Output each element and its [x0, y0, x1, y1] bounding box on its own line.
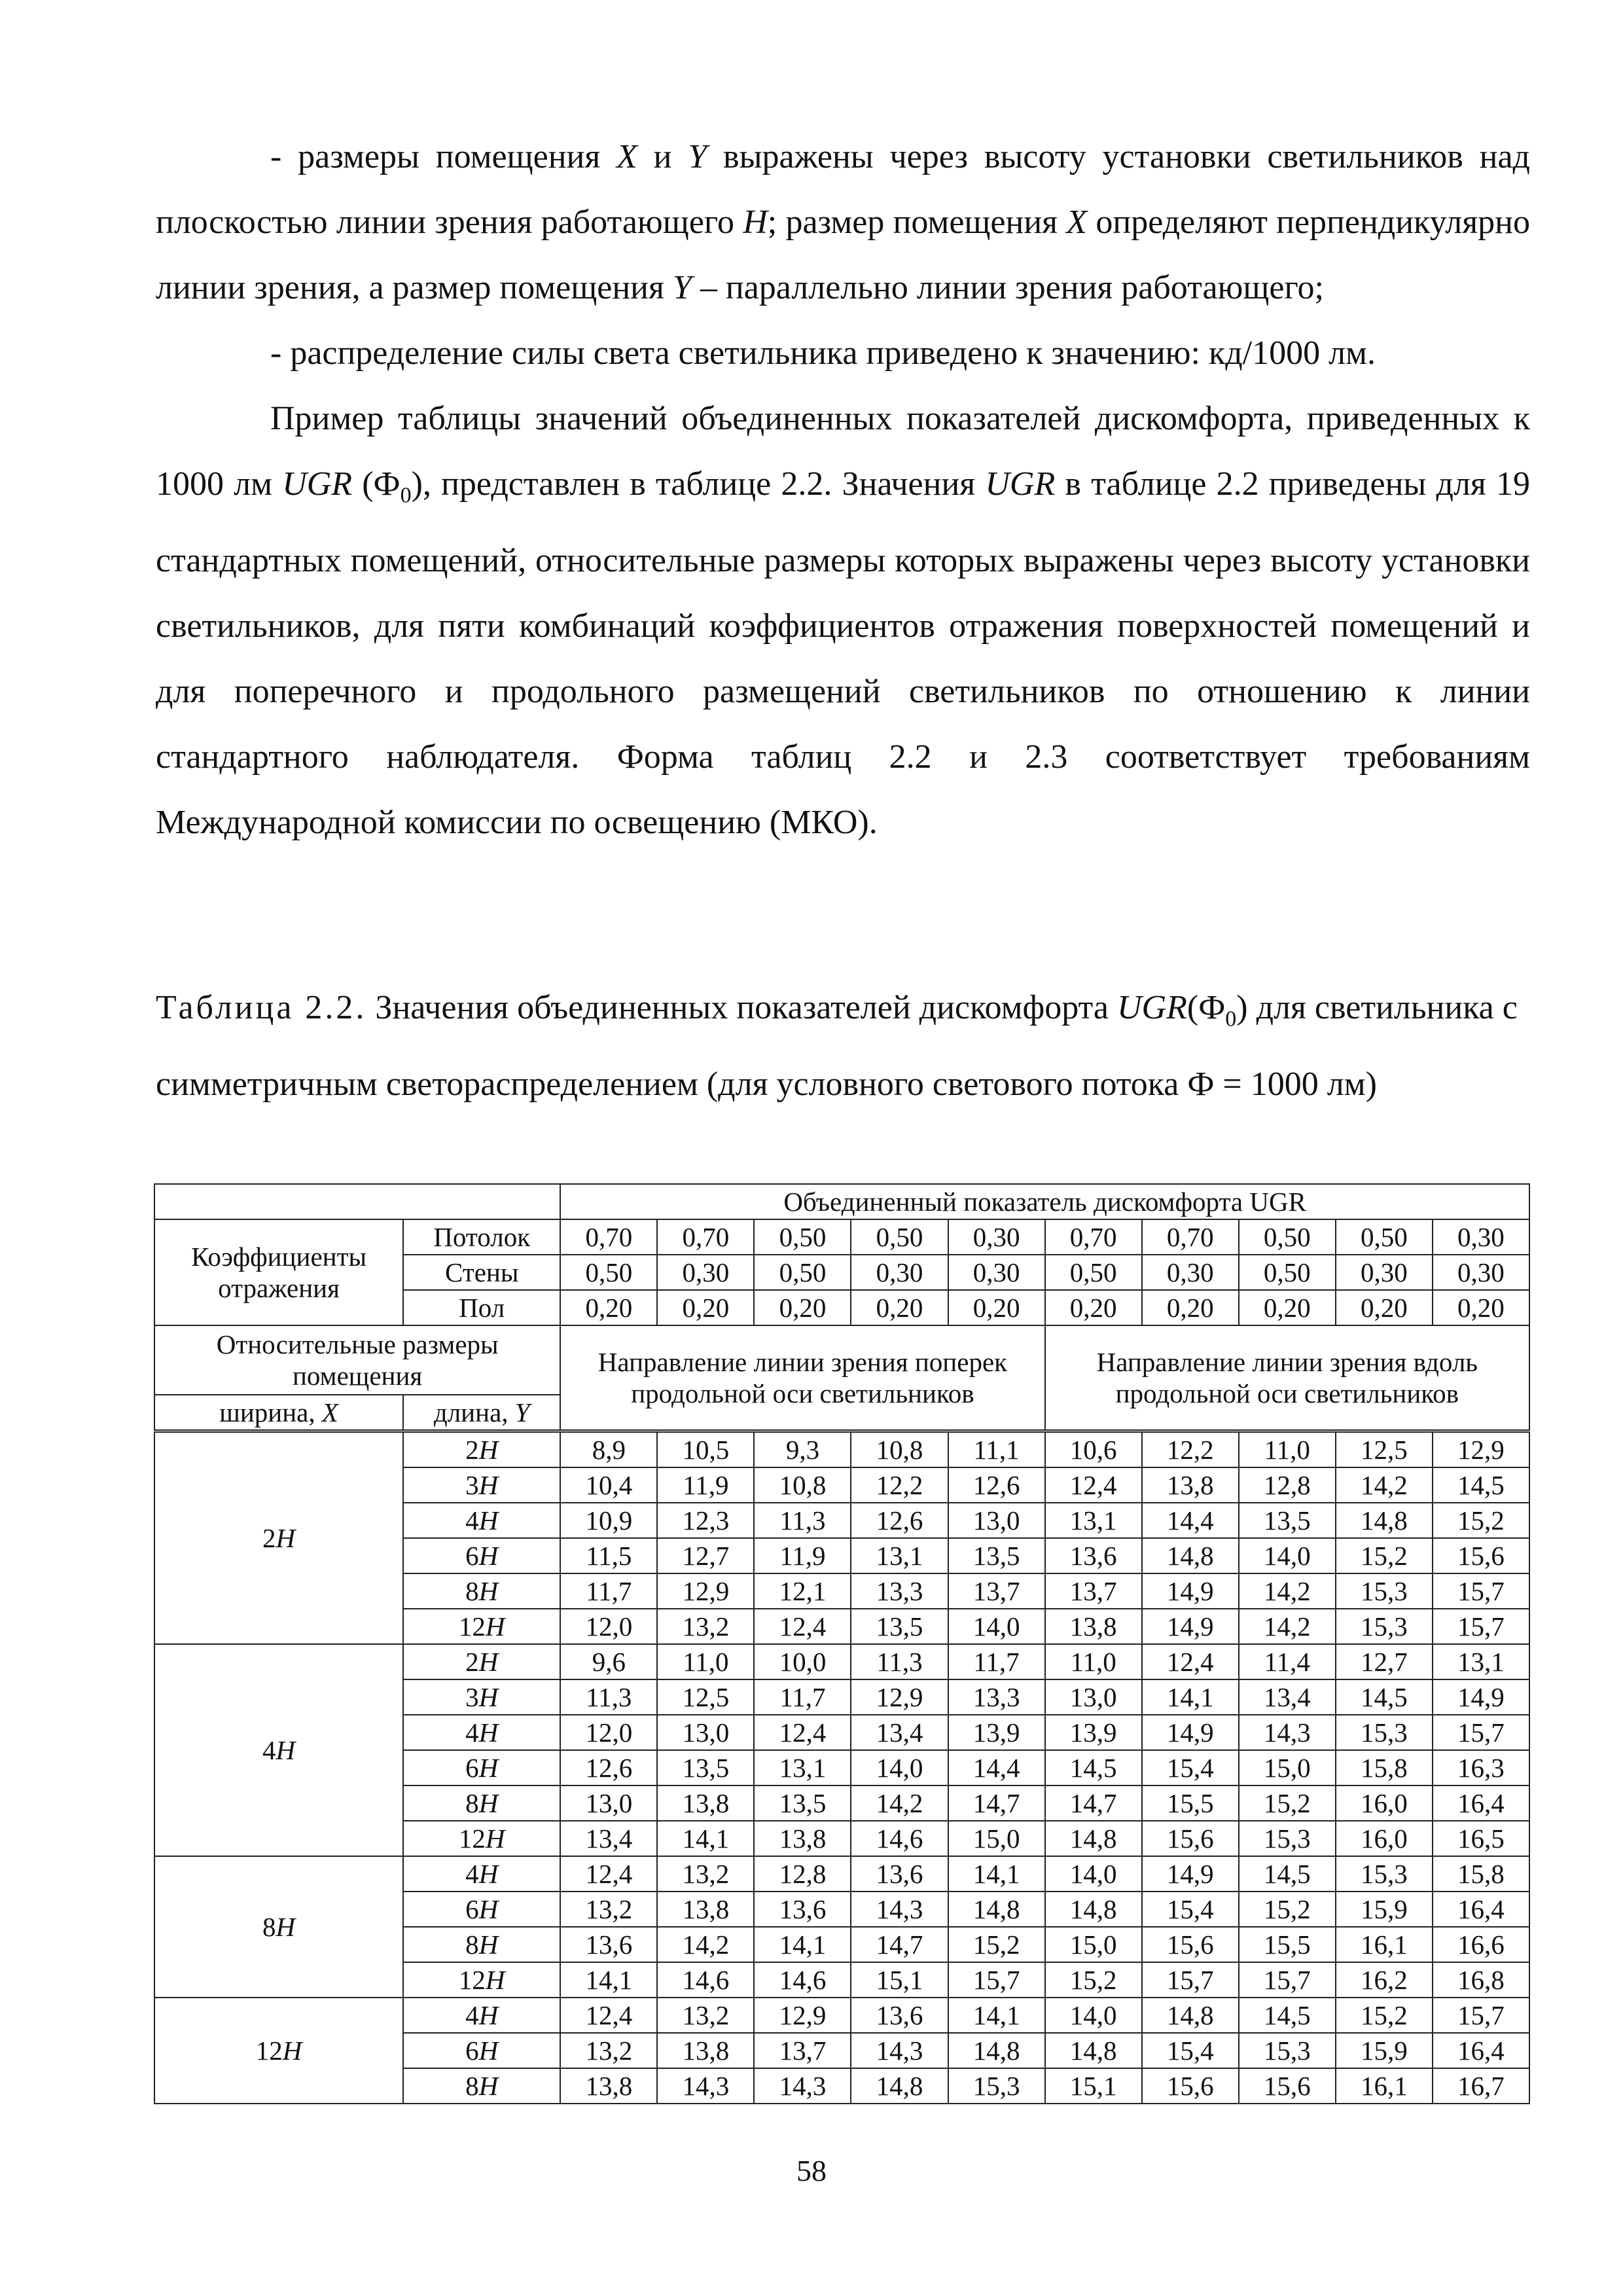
ugr-value-cell: 12,2: [851, 1467, 948, 1503]
ugr-value-cell: 11,0: [1239, 1431, 1336, 1468]
ugr-value-cell: 13,7: [754, 2033, 851, 2068]
floor-value: 0,20: [657, 1290, 754, 1325]
ugr-value-cell: 12,0: [560, 1609, 657, 1644]
ugr-value-cell: 13,6: [754, 1892, 851, 1927]
floor-value: 0,20: [560, 1290, 657, 1325]
room-length-cell: 4H: [403, 1503, 560, 1538]
ugr-table: [154, 1183, 1530, 2104]
room-length-cell: 12H: [403, 1609, 560, 1644]
room-width-cell: 12H: [154, 1998, 403, 2104]
ugr-value-cell: 14,2: [1336, 1467, 1433, 1503]
ugr-value-cell: 15,7: [948, 1962, 1045, 1998]
ugr-value-cell: 11,3: [754, 1503, 851, 1538]
ugr-value-cell: 12,9: [851, 1679, 948, 1715]
ugr-value-cell: 15,1: [851, 1962, 948, 1998]
walls-value: 0,30: [657, 1255, 754, 1290]
ugr-value-cell: 14,8: [1336, 1503, 1433, 1538]
room-length-cell: 4H: [403, 1998, 560, 2033]
ugr-value-cell: 16,1: [1336, 2068, 1433, 2104]
ugr-value-cell: 12,4: [1045, 1467, 1142, 1503]
ugr-value-cell: 14,8: [1045, 2033, 1142, 2068]
ugr-value-cell: 12,0: [560, 1715, 657, 1750]
ugr-value-cell: 11,9: [657, 1467, 754, 1503]
ugr-value-cell: 14,2: [1239, 1573, 1336, 1609]
ugr-value-cell: 16,4: [1433, 1785, 1529, 1821]
ugr-value-cell: 13,8: [657, 2033, 754, 2068]
room-length-cell: 12H: [403, 1962, 560, 1998]
ugr-value-cell: 16,4: [1433, 1892, 1529, 1927]
ugr-value-cell: 13,1: [1045, 1503, 1142, 1538]
ugr-value-cell: 16,8: [1433, 1962, 1529, 1998]
ugr-value-cell: 9,3: [754, 1431, 851, 1468]
ugr-value-cell: 14,3: [1239, 1715, 1336, 1750]
ceiling-label: Потолок: [403, 1219, 560, 1255]
ugr-value-cell: 11,7: [754, 1679, 851, 1715]
ceiling-value: 0,70: [1045, 1219, 1142, 1255]
ugr-value-cell: 16,2: [1336, 1962, 1433, 1998]
room-length-cell: 6H: [403, 1538, 560, 1573]
room-length-cell: 12H: [403, 1821, 560, 1856]
ugr-value-cell: 13,8: [657, 1785, 754, 1821]
ugr-value-cell: 15,3: [1336, 1856, 1433, 1892]
length-label: длина, Y: [403, 1395, 560, 1431]
floor-value: 0,20: [1433, 1290, 1529, 1325]
ugr-value-cell: 10,4: [560, 1467, 657, 1503]
ugr-value-cell: 15,3: [1336, 1609, 1433, 1644]
ugr-value-cell: 15,2: [1336, 1998, 1433, 2033]
ceiling-value: 0,50: [754, 1219, 851, 1255]
room-length-cell: 3H: [403, 1679, 560, 1715]
table-caption: Таблица 2.2. Значения объединенных показателей дискомфорта $UGR(Ф_0)$ для светильника с симметричным светораспределением (для условного светового потока Ф = 1000 лм): [156, 989, 1518, 1103]
ugr-value-cell: 14,8: [948, 1892, 1045, 1927]
ugr-value-cell: 13,4: [851, 1715, 948, 1750]
ugr-value-cell: 12,5: [657, 1679, 754, 1715]
ugr-value-cell: 13,1: [754, 1750, 851, 1785]
ugr-value-cell: 11,5: [560, 1538, 657, 1573]
ugr-value-cell: 14,5: [1336, 1679, 1433, 1715]
ugr-value-cell: 13,6: [560, 1927, 657, 1962]
floor-value: 0,20: [1239, 1290, 1336, 1325]
room-length-cell: 6H: [403, 2033, 560, 2068]
ceiling-value: 0,30: [1433, 1219, 1529, 1255]
ugr-value-cell: 13,2: [560, 1892, 657, 1927]
ugr-value-cell: 14,3: [851, 2033, 948, 2068]
walls-label: Стены: [403, 1255, 560, 1290]
table-row: [154, 1998, 1529, 2033]
ugr-value-cell: 13,7: [948, 1573, 1045, 1609]
walls-value: 0,30: [948, 1255, 1045, 1290]
ugr-value-cell: 14,3: [851, 1892, 948, 1927]
room-width-cell: 4H: [154, 1644, 403, 1856]
ugr-value-cell: 12,4: [754, 1609, 851, 1644]
ugr-value-cell: 14,0: [1045, 1856, 1142, 1892]
ugr-value-cell: 15,8: [1336, 1750, 1433, 1785]
table-row: [154, 1644, 1529, 1679]
ugr-value-cell: 14,7: [1045, 1785, 1142, 1821]
ugr-value-cell: 13,2: [657, 1609, 754, 1644]
direction-along-header: Направление линии зрения вдоль продольной оси светильников: [1045, 1325, 1529, 1431]
ugr-value-cell: 14,9: [1142, 1715, 1239, 1750]
ugr-value-cell: 16,0: [1336, 1821, 1433, 1856]
ugr-value-cell: 14,8: [851, 2068, 948, 2104]
ugr-value-cell: 15,3: [1336, 1573, 1433, 1609]
ugr-value-cell: 12,2: [1142, 1431, 1239, 1468]
table-row: [154, 1431, 1529, 1468]
ugr-value-cell: 13,0: [560, 1785, 657, 1821]
ugr-value-cell: 13,5: [851, 1609, 948, 1644]
ugr-value-cell: 15,5: [1142, 1785, 1239, 1821]
body-text: [156, 124, 1530, 855]
ugr-value-cell: 10,0: [754, 1644, 851, 1679]
ugr-value-cell: 15,7: [1239, 1962, 1336, 1998]
ugr-value-cell: 15,7: [1433, 1573, 1529, 1609]
ugr-value-cell: 14,1: [657, 1821, 754, 1856]
ugr-value-cell: 14,5: [1239, 1856, 1336, 1892]
ugr-value-cell: 15,7: [1433, 1715, 1529, 1750]
ugr-value-cell: 12,6: [560, 1750, 657, 1785]
table-row: [154, 1856, 1529, 1892]
ugr-value-cell: 15,6: [1142, 2068, 1239, 2104]
ugr-value-cell: 12,1: [754, 1573, 851, 1609]
ugr-value-cell: 15,3: [1336, 1715, 1433, 1750]
ugr-value-cell: 16,7: [1433, 2068, 1529, 2104]
floor-label: Пол: [403, 1290, 560, 1325]
ugr-value-cell: 11,3: [851, 1644, 948, 1679]
ugr-value-cell: 13,8: [657, 1892, 754, 1927]
ugr-value-cell: 13,6: [1045, 1538, 1142, 1573]
room-length-cell: 8H: [403, 2068, 560, 2104]
ugr-value-cell: 13,2: [560, 2033, 657, 2068]
ugr-value-cell: 13,9: [1045, 1715, 1142, 1750]
ugr-value-cell: 11,9: [754, 1538, 851, 1573]
ugr-value-cell: 16,1: [1336, 1927, 1433, 1962]
ceiling-value: 0,50: [1239, 1219, 1336, 1255]
ugr-value-cell: 10,9: [560, 1503, 657, 1538]
ugr-value-cell: 13,8: [1142, 1467, 1239, 1503]
ugr-value-cell: 15,3: [1239, 1821, 1336, 1856]
ugr-value-cell: 14,1: [754, 1927, 851, 1962]
ugr-value-cell: 15,6: [1433, 1538, 1529, 1573]
ugr-value-cell: 10,6: [1045, 1431, 1142, 1468]
room-length-cell: 3H: [403, 1467, 560, 1503]
ugr-value-cell: 11,7: [560, 1573, 657, 1609]
ugr-value-cell: 13,2: [657, 1998, 754, 2033]
ugr-value-cell: 13,4: [1239, 1679, 1336, 1715]
walls-value: 0,50: [1239, 1255, 1336, 1290]
room-length-cell: 2H: [403, 1431, 560, 1468]
ugr-value-cell: 16,4: [1433, 2033, 1529, 2068]
ugr-value-cell: 12,9: [657, 1573, 754, 1609]
ugr-value-cell: 10,5: [657, 1431, 754, 1468]
ugr-value-cell: 16,0: [1336, 1785, 1433, 1821]
ugr-value-cell: 15,0: [1045, 1927, 1142, 1962]
ugr-value-cell: 13,3: [851, 1573, 948, 1609]
walls-value: 0,50: [754, 1255, 851, 1290]
ugr-value-cell: 15,2: [1336, 1538, 1433, 1573]
ugr-value-cell: 12,4: [560, 1998, 657, 2033]
ugr-value-cell: 15,0: [1239, 1750, 1336, 1785]
walls-value: 0,30: [1142, 1255, 1239, 1290]
ugr-value-cell: 11,3: [560, 1679, 657, 1715]
ceiling-value: 0,30: [948, 1219, 1045, 1255]
ugr-value-cell: 15,2: [1239, 1892, 1336, 1927]
ugr-value-cell: 14,5: [1045, 1750, 1142, 1785]
ugr-value-cell: 12,9: [1433, 1431, 1529, 1468]
ugr-value-cell: 13,1: [851, 1538, 948, 1573]
ugr-value-cell: 14,9: [1142, 1573, 1239, 1609]
ugr-value-cell: 12,7: [657, 1538, 754, 1573]
ugr-value-cell: 15,2: [948, 1927, 1045, 1962]
ugr-value-cell: 14,3: [657, 2068, 754, 2104]
ugr-value-cell: 11,4: [1239, 1644, 1336, 1679]
ugr-value-cell: 15,7: [1433, 1609, 1529, 1644]
reflection-label: Коэффициенты отражения: [154, 1219, 403, 1325]
room-dims-label: Относительные размеры помещения: [154, 1325, 560, 1395]
ugr-value-cell: 13,3: [948, 1679, 1045, 1715]
ugr-value-cell: 13,6: [851, 1998, 948, 2033]
room-width-cell: 8H: [154, 1856, 403, 1998]
ugr-value-cell: 15,0: [948, 1821, 1045, 1856]
ugr-value-cell: 14,9: [1433, 1679, 1529, 1715]
ugr-value-cell: 12,9: [754, 1998, 851, 2033]
ugr-value-cell: 14,8: [1142, 1538, 1239, 1573]
ugr-value-cell: 15,9: [1336, 2033, 1433, 2068]
ugr-value-cell: 14,7: [948, 1785, 1045, 1821]
ugr-value-cell: 15,3: [948, 2068, 1045, 2104]
ugr-value-cell: 14,5: [1433, 1467, 1529, 1503]
ugr-value-cell: 13,2: [657, 1856, 754, 1892]
ugr-value-cell: 14,0: [851, 1750, 948, 1785]
floor-value: 0,20: [948, 1290, 1045, 1325]
walls-value: 0,50: [560, 1255, 657, 1290]
direction-across-header: Направление линии зрения поперек продольной оси светильников: [560, 1325, 1044, 1431]
ugr-value-cell: 15,8: [1433, 1856, 1529, 1892]
ugr-value-cell: 13,1: [1433, 1644, 1529, 1679]
ugr-value-cell: 10,8: [851, 1431, 948, 1468]
ugr-value-cell: 14,7: [851, 1927, 948, 1962]
ugr-value-cell: 15,4: [1142, 2033, 1239, 2068]
ugr-value-cell: 14,4: [948, 1750, 1045, 1785]
ugr-value-cell: 15,6: [1142, 1927, 1239, 1962]
caption-label: Таблица 2.2.: [156, 989, 367, 1026]
ugr-value-cell: 13,6: [851, 1856, 948, 1892]
ugr-value-cell: 15,4: [1142, 1750, 1239, 1785]
ceiling-value: 0,70: [1142, 1219, 1239, 1255]
ugr-value-cell: 10,8: [754, 1467, 851, 1503]
ugr-value-cell: 12,5: [1336, 1431, 1433, 1468]
ugr-value-cell: 11,7: [948, 1644, 1045, 1679]
ugr-value-cell: 15,2: [1239, 1785, 1336, 1821]
ugr-value-cell: 13,5: [1239, 1503, 1336, 1538]
room-length-cell: 4H: [403, 1856, 560, 1892]
table-title: Объединенный показатель дискомфорта UGR: [560, 1184, 1529, 1219]
ugr-value-cell: 12,7: [1336, 1644, 1433, 1679]
ugr-value-cell: 12,4: [754, 1715, 851, 1750]
floor-value: 0,20: [754, 1290, 851, 1325]
ugr-value-cell: 13,8: [754, 1821, 851, 1856]
ugr-value-cell: 15,2: [1045, 1962, 1142, 1998]
page-number: 58: [796, 2154, 827, 2187]
ugr-value-cell: 14,0: [948, 1609, 1045, 1644]
ugr-value-cell: 8,9: [560, 1431, 657, 1468]
ugr-value-cell: 13,5: [754, 1785, 851, 1821]
ugr-value-cell: 12,8: [754, 1856, 851, 1892]
ugr-value-cell: 14,9: [1142, 1856, 1239, 1892]
ugr-value-cell: 14,0: [1239, 1538, 1336, 1573]
ugr-value-cell: 13,0: [657, 1715, 754, 1750]
ugr-value-cell: 12,4: [560, 1856, 657, 1892]
ugr-value-cell: 13,0: [948, 1503, 1045, 1538]
ugr-value-cell: 13,9: [948, 1715, 1045, 1750]
ugr-value-cell: 12,4: [1142, 1644, 1239, 1679]
walls-value: 0,50: [1045, 1255, 1142, 1290]
ugr-value-cell: 15,1: [1045, 2068, 1142, 2104]
ugr-value-cell: 14,8: [1045, 1821, 1142, 1856]
floor-value: 0,20: [1336, 1290, 1433, 1325]
ugr-value-cell: 14,1: [560, 1962, 657, 1998]
ugr-value-cell: 15,7: [1433, 1998, 1529, 2033]
ugr-value-cell: 14,6: [851, 1821, 948, 1856]
ceiling-value: 0,50: [1336, 1219, 1433, 1255]
ugr-value-cell: 14,0: [1045, 1998, 1142, 2033]
ugr-value-cell: 14,6: [754, 1962, 851, 1998]
ugr-value-cell: 13,4: [560, 1821, 657, 1856]
ugr-value-cell: 15,4: [1142, 1892, 1239, 1927]
floor-value: 0,20: [851, 1290, 948, 1325]
ugr-value-cell: 14,8: [948, 2033, 1045, 2068]
walls-value: 0,30: [851, 1255, 948, 1290]
ugr-value-cell: 13,5: [948, 1538, 1045, 1573]
ceiling-value: 0,70: [560, 1219, 657, 1255]
ugr-value-cell: 14,1: [948, 1856, 1045, 1892]
ugr-value-cell: 15,7: [1142, 1962, 1239, 1998]
ugr-value-cell: 14,6: [657, 1962, 754, 1998]
ugr-value-cell: 11,0: [657, 1644, 754, 1679]
width-label: ширина, X: [154, 1395, 403, 1431]
ugr-value-cell: 14,2: [1239, 1609, 1336, 1644]
ugr-value-cell: 14,2: [657, 1927, 754, 1962]
ugr-value-cell: 16,5: [1433, 1821, 1529, 1856]
ugr-value-cell: 12,6: [948, 1467, 1045, 1503]
floor-value: 0,20: [1045, 1290, 1142, 1325]
paragraph-example: Пример таблицы значений объединенных показателей дискомфорта, приведенных к 1000 лм UGR $(Ф_0)$, представлен в таблице 2.2. Значения UGR в таблице 2.2 приведены для 19 стандартных помещений, относительные размеры которых выражены через высоту установки светильников, для пяти комбинаций коэффициентов отражения поверхностей помещений и для поперечного и продольного размещений светильников по отношению к линии стандартного наблюдателя. Форма таблиц 2.2 и 2.3 соответствует требованиям Международной комиссии по освещению (МКО).: [156, 400, 1530, 842]
ugr-value-cell: 12,6: [851, 1503, 948, 1538]
ugr-value-cell: 14,1: [948, 1998, 1045, 2033]
ugr-value-cell: 12,8: [1239, 1467, 1336, 1503]
ugr-value-cell: 14,8: [1142, 1998, 1239, 2033]
ugr-value-cell: 9,6: [560, 1644, 657, 1679]
ugr-value-cell: 11,1: [948, 1431, 1045, 1468]
ugr-value-cell: 13,8: [1045, 1609, 1142, 1644]
room-length-cell: 2H: [403, 1644, 560, 1679]
ugr-value-cell: 16,3: [1433, 1750, 1529, 1785]
ugr-value-cell: 15,6: [1239, 2068, 1336, 2104]
walls-value: 0,30: [1336, 1255, 1433, 1290]
ugr-value-cell: 15,5: [1239, 1927, 1336, 1962]
ugr-value-cell: 14,2: [851, 1785, 948, 1821]
ugr-value-cell: 14,5: [1239, 1998, 1336, 2033]
ugr-value-cell: 13,7: [1045, 1573, 1142, 1609]
paragraph-room-sizes: - размеры помещения X и Y выражены через высоту установки светильников над плоскостью линии зрения работающего H; размер помещения X определяют перпендикулярно линии зрения, а размер помещения Y – параллельно линии зрения работающего;: [156, 138, 1530, 306]
room-length-cell: 6H: [403, 1892, 560, 1927]
room-length-cell: 8H: [403, 1785, 560, 1821]
ugr-value-cell: 15,9: [1336, 1892, 1433, 1927]
ceiling-value: 0,50: [851, 1219, 948, 1255]
ugr-value-cell: 15,2: [1433, 1503, 1529, 1538]
room-length-cell: 8H: [403, 1927, 560, 1962]
ugr-value-cell: 14,3: [754, 2068, 851, 2104]
walls-value: 0,30: [1433, 1255, 1529, 1290]
ugr-value-cell: 14,4: [1142, 1503, 1239, 1538]
ugr-value-cell: 16,6: [1433, 1927, 1529, 1962]
ugr-value-cell: 13,0: [1045, 1679, 1142, 1715]
ugr-value-cell: 15,6: [1142, 1821, 1239, 1856]
ugr-value-cell: 14,9: [1142, 1609, 1239, 1644]
ugr-value-cell: 13,8: [560, 2068, 657, 2104]
room-length-cell: 4H: [403, 1715, 560, 1750]
ugr-value-cell: 14,1: [1142, 1679, 1239, 1715]
room-width-cell: 2H: [154, 1431, 403, 1645]
paragraph-intensity: - распределение силы света светильника приведено к значению: кд/1000 лм.: [270, 334, 1376, 372]
floor-value: 0,20: [1142, 1290, 1239, 1325]
ugr-value-cell: 12,3: [657, 1503, 754, 1538]
ceiling-value: 0,70: [657, 1219, 754, 1255]
ugr-value-cell: 11,0: [1045, 1644, 1142, 1679]
empty-corner-cell: [154, 1184, 560, 1219]
ugr-value-cell: 13,5: [657, 1750, 754, 1785]
room-length-cell: 6H: [403, 1750, 560, 1785]
ugr-value-cell: 15,3: [1239, 2033, 1336, 2068]
ugr-value-cell: 14,8: [1045, 1892, 1142, 1927]
room-length-cell: 8H: [403, 1573, 560, 1609]
